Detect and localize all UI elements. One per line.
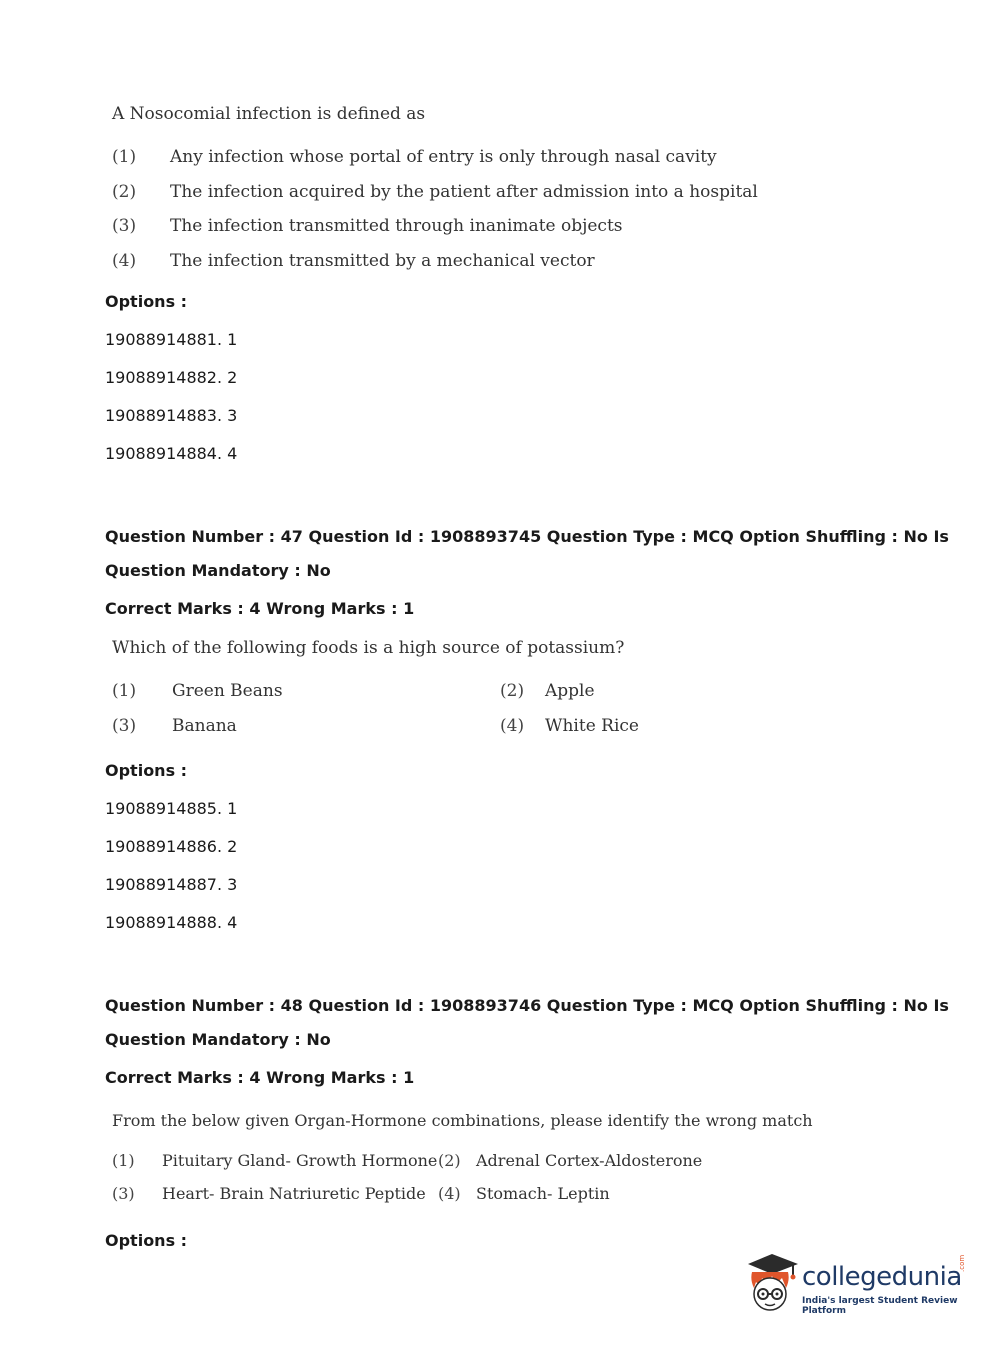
q46-choice-4-num: (4) — [112, 251, 137, 271]
q47-choice-3-text: Banana — [172, 716, 237, 736]
q47-choice-1-text: Green Beans — [172, 681, 283, 701]
q47-choice-2-num: (2) — [500, 681, 525, 701]
q48-stem: From the below given Organ-Hormone combinations, please identify the wrong match — [112, 1111, 813, 1130]
q46-stem: A Nosocomial infection is defined as — [112, 104, 426, 124]
q46-option-3: 19088914883. 3 — [105, 406, 238, 425]
q47-header-line2: Question Mandatory : No — [105, 561, 331, 580]
q48-header-line1: Question Number : 48 Question Id : 1908893746 Question Type : MCQ Option Shuffling : No Is — [105, 996, 949, 1015]
q47-choice-2-text: Apple — [545, 681, 595, 701]
q47-header-line1: Question Number : 47 Question Id : 1908893745 Question Type : MCQ Option Shuffling : No Is — [105, 527, 949, 546]
q47-stem: Which of the following foods is a high source of potassium? — [112, 638, 625, 658]
q46-choice-2-num: (2) — [112, 182, 137, 202]
q48-options-label: Options : — [105, 1231, 188, 1250]
q48-choice-2-text: Adrenal Cortex-Aldosterone — [476, 1151, 703, 1170]
q46-choice-3-text: The infection transmitted through inanimate objects — [170, 216, 623, 236]
q48-choice-3-text: Heart- Brain Natriuretic Peptide — [162, 1184, 426, 1203]
q48-choice-1-text: Pituitary Gland- Growth Hormone — [162, 1151, 438, 1170]
q46-option-1: 19088914881. 1 — [105, 330, 238, 349]
q47-choice-1-num: (1) — [112, 681, 137, 701]
q46-option-4: 19088914884. 4 — [105, 444, 238, 463]
q47-marks: Correct Marks : 4 Wrong Marks : 1 — [105, 599, 415, 618]
collegedunia-logo — [742, 1250, 972, 1320]
q46-option-2: 19088914882. 2 — [105, 368, 238, 387]
mascot-icon — [742, 1250, 800, 1320]
q48-marks: Correct Marks : 4 Wrong Marks : 1 — [105, 1068, 415, 1087]
q48-choice-4-num: (4) — [438, 1184, 461, 1203]
logo-wordmark: collegedunia — [802, 1262, 962, 1292]
q47-choice-4-num: (4) — [500, 716, 525, 736]
q47-options-label: Options : — [105, 761, 188, 780]
q46-choice-3-num: (3) — [112, 216, 137, 236]
q47-choice-4-text: White Rice — [545, 716, 639, 736]
q47-option-4: 19088914888. 4 — [105, 913, 238, 932]
logo-suffix: .com — [958, 1254, 966, 1272]
q48-header-line2: Question Mandatory : No — [105, 1030, 331, 1049]
q48-choice-1-num: (1) — [112, 1151, 135, 1170]
q47-option-3: 19088914887. 3 — [105, 875, 238, 894]
q46-choice-1-text: Any infection whose portal of entry is only through nasal cavity — [170, 147, 717, 167]
q47-option-2: 19088914886. 2 — [105, 837, 238, 856]
q46-choice-2-text: The infection acquired by the patient after admission into a hospital — [170, 182, 758, 202]
q48-choice-3-num: (3) — [112, 1184, 135, 1203]
q47-option-1: 19088914885. 1 — [105, 799, 238, 818]
q48-choice-2-num: (2) — [438, 1151, 461, 1170]
q48-choice-4-text: Stomach- Leptin — [476, 1184, 610, 1203]
q46-choice-1-num: (1) — [112, 147, 137, 167]
logo-tagline: India's largest Student Review Platform — [802, 1296, 958, 1316]
q46-choice-4-text: The infection transmitted by a mechanical vector — [170, 251, 595, 271]
q46-options-label: Options : — [105, 292, 188, 311]
q47-choice-3-num: (3) — [112, 716, 137, 736]
